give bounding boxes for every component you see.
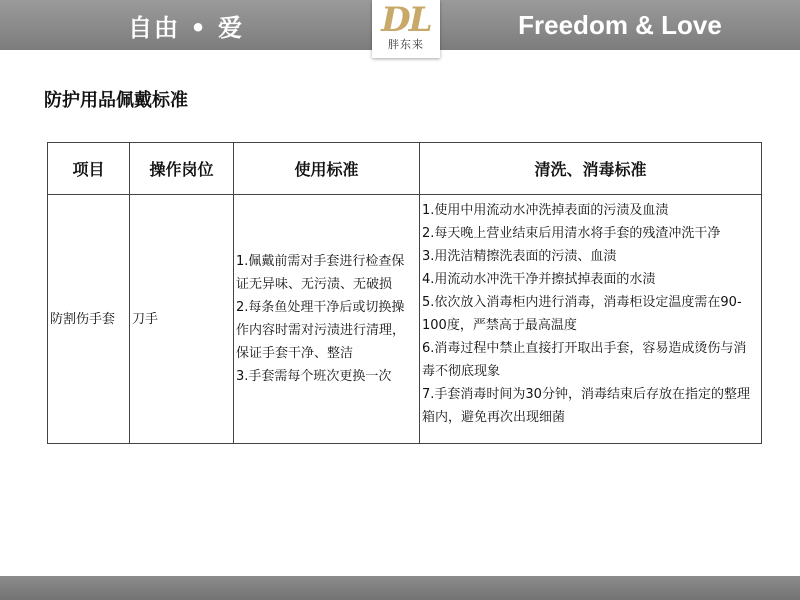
cleaning-step: 2.每天晚上营业结束后用清水将手套的残渣冲洗干净 — [422, 226, 721, 241]
cleaning-step: 4.用流动水冲洗干净并擦拭掉表面的水渍 — [422, 272, 656, 287]
cell-cleaning-standard — [420, 195, 762, 444]
header-cell-usage: 使用标准 — [234, 143, 420, 195]
cleaning-step: 6.消毒过程中禁止直接打开取出手套，容易造成烫伤与消毒不彻底现象 — [422, 341, 747, 379]
header-slogan-cn: 自由 • 爱 — [127, 13, 245, 42]
header-cell-post: 操作岗位 — [130, 143, 234, 195]
table-header-row — [48, 143, 762, 195]
header-cell-item: 项目 — [48, 143, 130, 195]
cell-item: 防割伤手套 — [48, 195, 130, 444]
header-cell-cleaning: 清洗、消毒标准 — [420, 143, 762, 195]
cell-usage-standard — [234, 195, 420, 444]
logo-mark: DL — [381, 0, 431, 40]
cleaning-step: 5.依次放入消毒柜内进行消毒，消毒柜设定温度需在90-100度，严禁高于最高温度 — [422, 295, 742, 333]
cleaning-step: 1.使用中用流动水冲洗掉表面的污渍及血渍 — [422, 203, 669, 218]
brand-logo — [372, 0, 440, 58]
protective-gear-table — [47, 142, 762, 444]
usage-step: 3.手套需每个班次更换一次 — [236, 369, 392, 384]
page-title: 防护用品佩戴标准 — [44, 90, 188, 111]
cell-post: 刀手 — [130, 195, 234, 444]
footer-bar — [0, 576, 800, 600]
cleaning-step: 7.手套消毒时间为30分钟，消毒结束后存放在指定的整理箱内，避免再次出现细菌 — [422, 387, 750, 425]
header-slogan-en: Freedom & Love — [518, 9, 722, 40]
usage-step: 1.佩戴前需对手套进行检查保证无异味、无污渍、无破损 — [236, 254, 405, 292]
logo-brand-name: 胖东来 — [388, 38, 424, 51]
table-row — [48, 195, 762, 444]
usage-step: 2.每条鱼处理干净后或切换操作内容时需对污渍进行清理，保证手套干净、整洁 — [236, 300, 406, 361]
cleaning-step: 3.用洗洁精擦洗表面的污渍、血渍 — [422, 249, 617, 264]
